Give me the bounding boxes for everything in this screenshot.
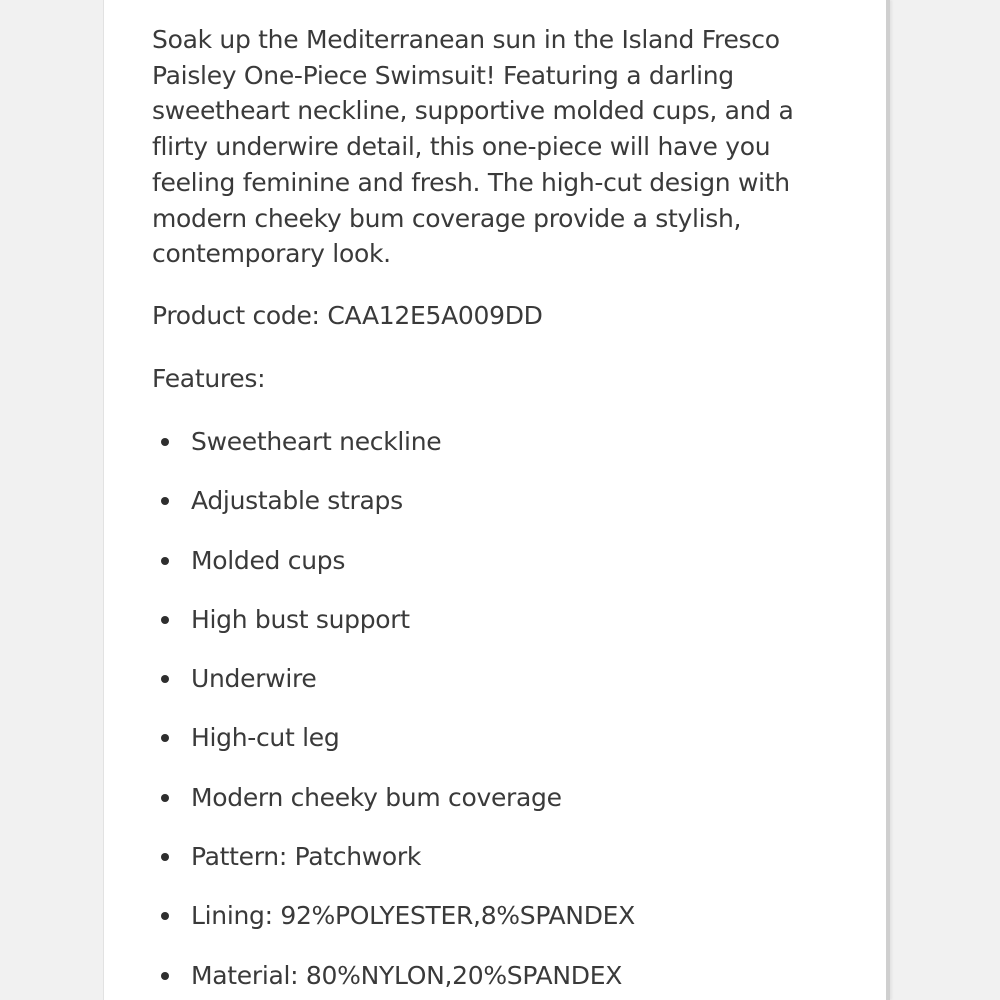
feature-item	[152, 780, 822, 839]
feature-label: Sweetheart neckline	[191, 426, 442, 456]
bullet-icon	[161, 734, 169, 742]
bullet-icon	[161, 853, 169, 861]
bullet-icon	[161, 912, 169, 920]
feature-label: Pattern: Patchwork	[191, 842, 422, 871]
feature-item	[152, 602, 822, 661]
bullet-icon	[161, 497, 169, 505]
feature-item	[152, 898, 822, 957]
feature-label: Lining: 92%POLYESTER,8%SPANDEX	[191, 901, 635, 931]
feature-label: Modern cheeky bum coverage	[191, 782, 562, 812]
feature-item	[152, 424, 822, 483]
bullet-icon	[161, 972, 169, 980]
feature-label: Underwire	[191, 664, 317, 694]
feature-item	[152, 720, 822, 779]
feature-label: High bust support	[191, 604, 410, 634]
product-code: Product code: CAA12E5A009DD	[152, 300, 543, 330]
feature-item	[152, 483, 822, 542]
feature-item	[152, 661, 822, 720]
bullet-icon	[161, 675, 169, 683]
product-details-content	[152, 22, 822, 1000]
feature-label: High-cut leg	[191, 723, 340, 753]
features-heading: Features:	[152, 363, 266, 393]
features-list	[152, 424, 822, 1000]
product-details-panel	[103, 0, 890, 1000]
feature-label: Material: 80%NYLON,20%SPANDEX	[191, 960, 623, 990]
feature-label: Molded cups	[191, 545, 346, 575]
feature-item	[152, 839, 822, 898]
bullet-icon	[161, 616, 169, 624]
bullet-icon	[161, 438, 169, 446]
feature-item	[152, 958, 822, 1000]
bullet-icon	[161, 794, 169, 802]
feature-label: Adjustable straps	[191, 486, 403, 516]
feature-item	[152, 543, 822, 602]
product-description: Soak up the Mediterranean sun in the Island Fresco Paisley One-Piece Swimsuit! Featuring a darling sweetheart neckline, supportive molded cups, and a flirty underwire detail, this one-piece will have you feeling feminine and fresh. The high-cut design with modern cheeky bum coverage provide a stylish, contemporary look.	[152, 25, 794, 269]
bullet-icon	[161, 557, 169, 565]
